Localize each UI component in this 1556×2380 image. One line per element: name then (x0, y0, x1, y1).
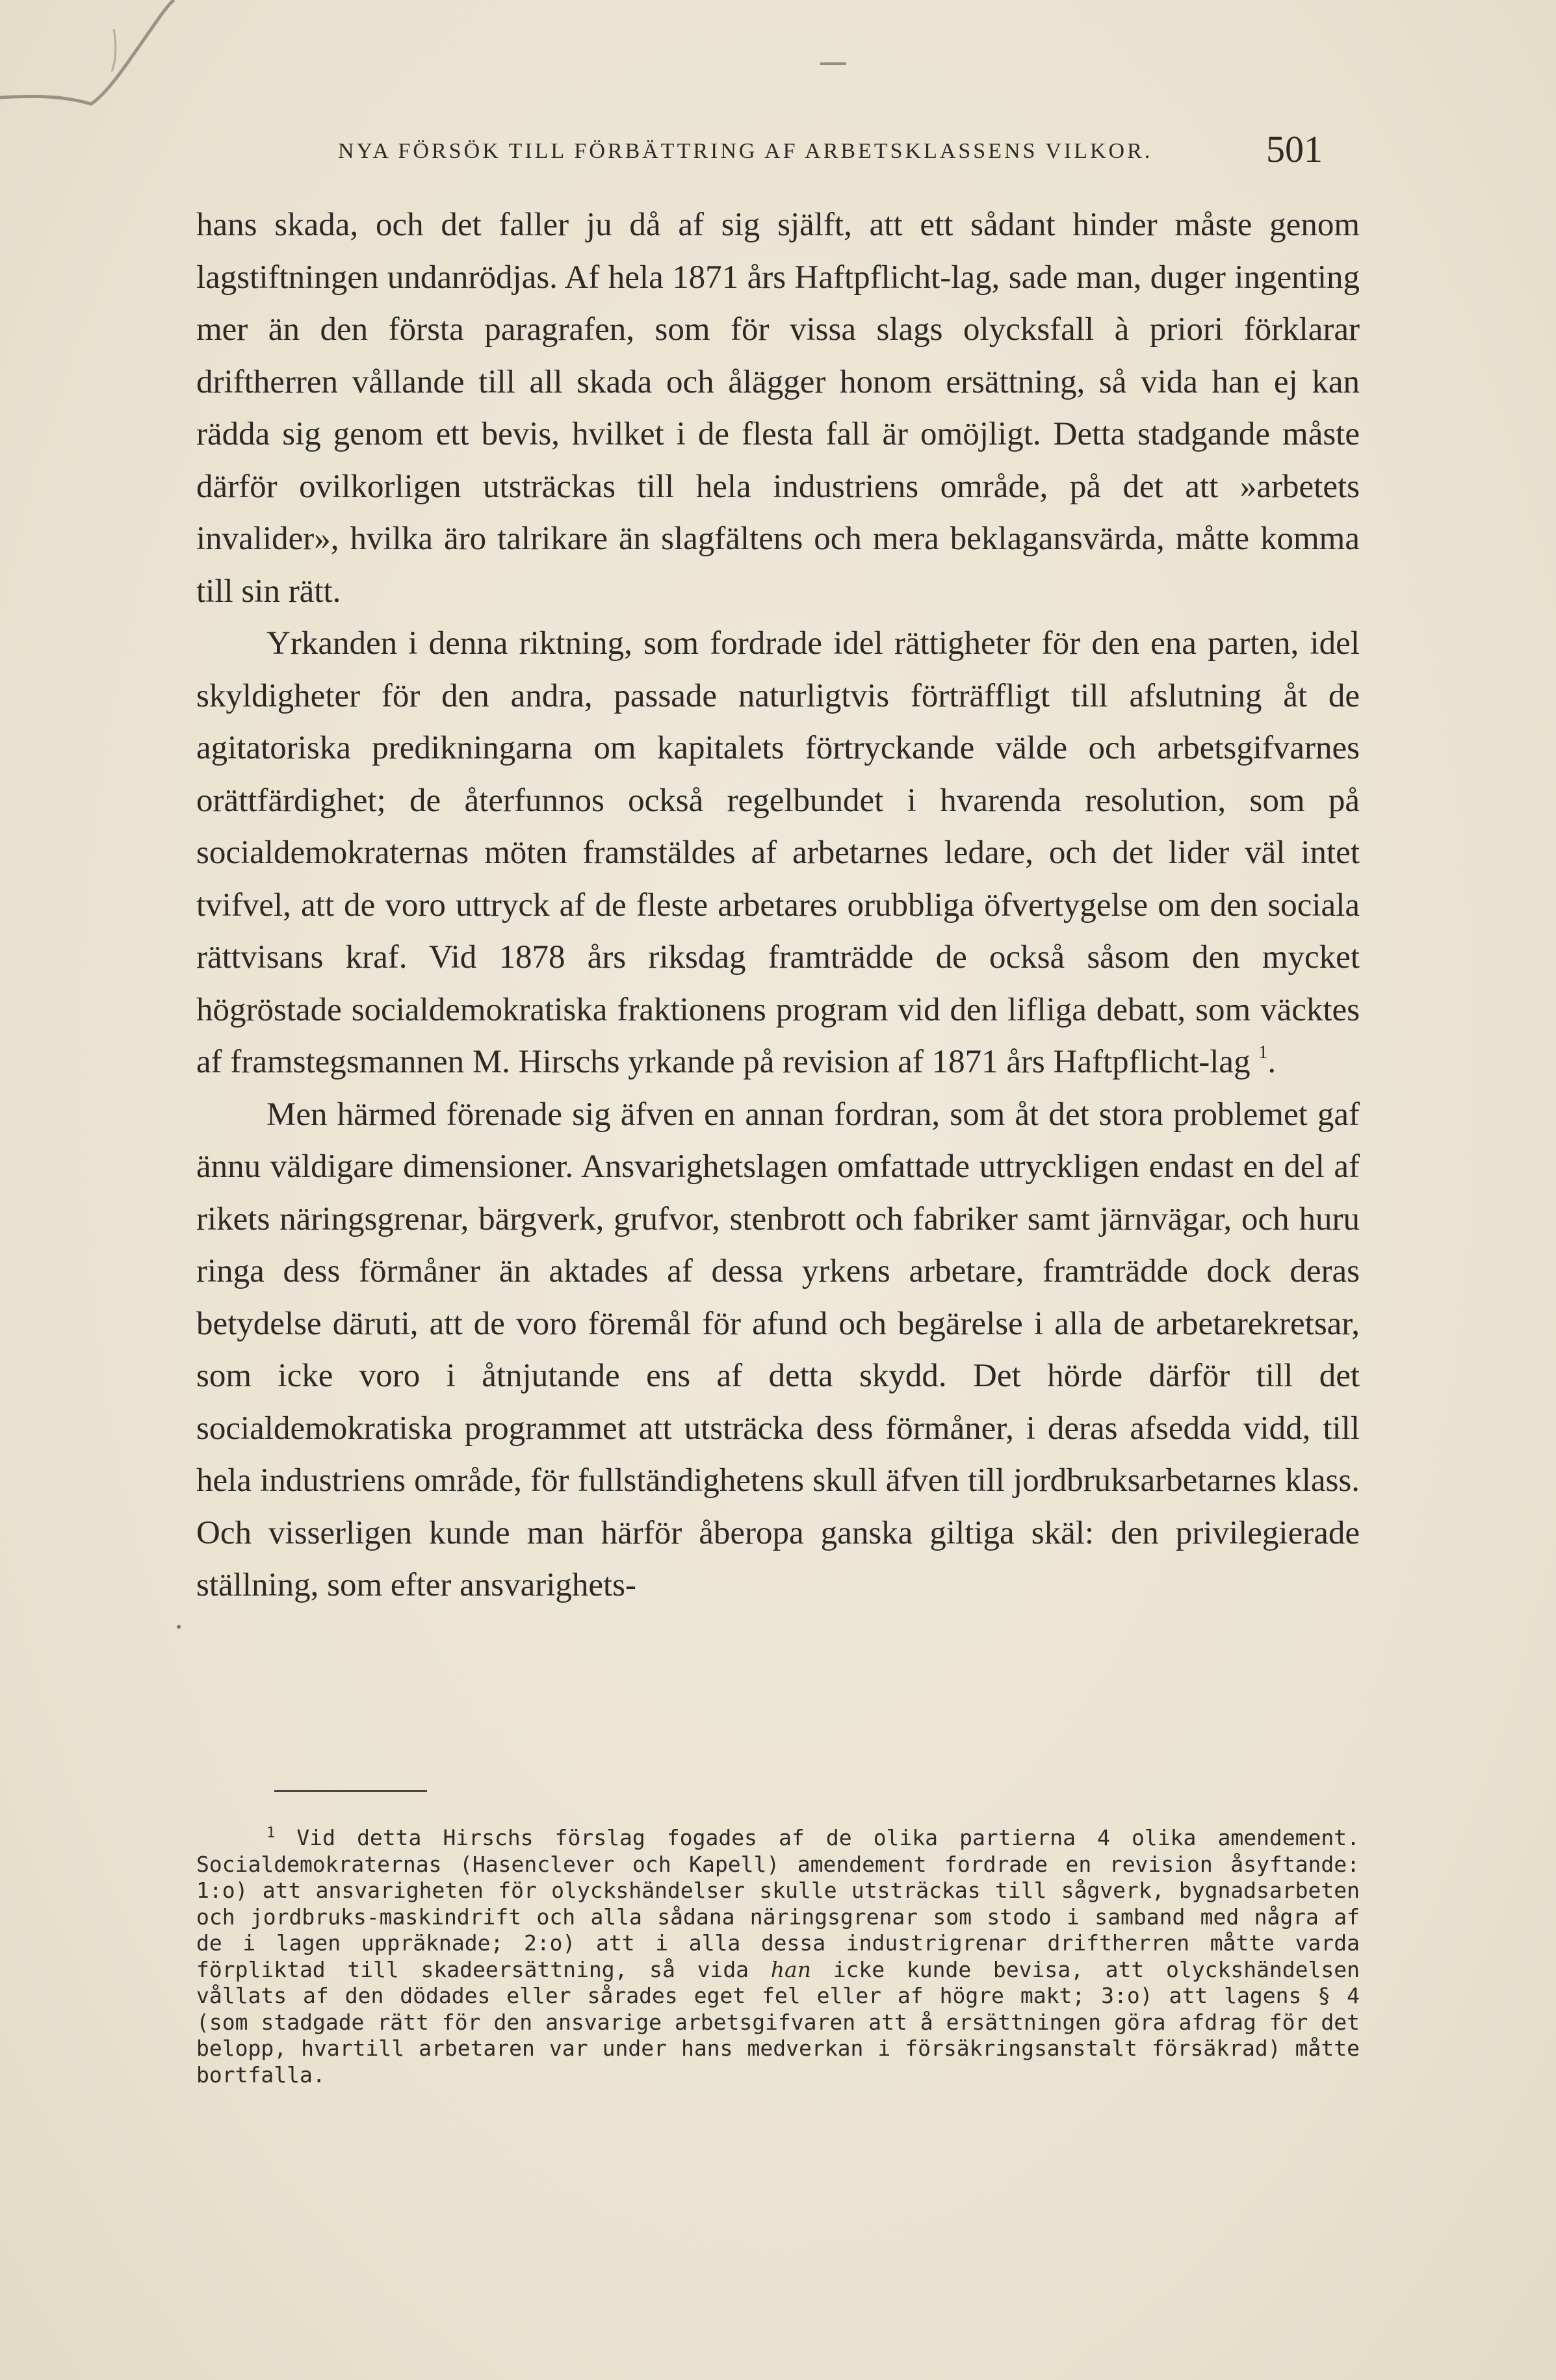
footnote-text-before: Vid detta Hirschs förslag fogades af de olika partierna 4 olika amendement. Socialdemokraternas (Hasenclever och Kapell) amendement fordrade en revision åsyftande: 1:o) att ansvarigheten för olyckshändelser skulle utsträckas till sågverk, bygnadsarbeten och jordbruks-maskindrift och alla sådana näringsgrenar som stodo i samband med några af de i lagen uppräknade; 2:o) att i alla dessa industrigrenar driftherren måtte varda förpliktad till skadeersättning, så vida (196, 1825, 1360, 1982)
paragraph-3: Men härmed förenade sig äfven en annan fordran, som åt det stora problemet gaf ännu väldigare dimensioner. Ansvarighetslagen omfattade uttryckligen endast en del af rikets näringsgrenar, bärgverk, grufvor, stenbrott och fabriker samt järnvägar, och huru ringa dess förmåner än aktades af dessa yrkens arbetare, framträdde dock deras betydelse däruti, att de voro föremål för afund och begärelse i alla de arbetarekretsar, som icke voro i åtnjutande ens af detta skydd. Det hörde därför till det socialdemokratiska programmet att utsträcka dess förmåner, i deras afsedda vidd, till hela industriens område, för fullständighetens skull äfven till jordbruksarbetarnes klass. Och visserligen kunde man härför åberopa ganska giltiga skäl: den privilegierade ställning, som efter ansvarighets- (196, 1096, 1360, 1603)
footnote-separator (274, 1790, 427, 1792)
ink-smudge-mark (0, 0, 195, 130)
header-title: NYA FÖRSÖK TILL FÖRBÄTTRING AF ARBETSKLASSENS VILKOR. (338, 139, 1153, 163)
paragraph-2-text: Yrkanden i denna riktning, som fordrade idel rättigheter för den ena parten, idel skyldigheter för den andra, passade naturligtvis förträffligt till afslutning åt de agitatoriska predikningarna om kapitalets förtryckande välde och arbetsgifvarnes orättfärdighet; de återfunnos också regelbundet i hvarenda resolution, som på socialdemokraternas möten framstäldes af arbetarnes ledare, och det lider väl intet tvifvel, att de voro uttryck af de fleste arbetares orubbliga öfvertygelse om den sociala rättvisans kraf. Vid 1878 års riksdag framträdde de också såsom den mycket högröstade socialdemokratiska fraktionens program vid den lifliga debatt, som väcktes af framstegsmannen M. Hirschs yrkande på revision af 1871 års Haftpflicht-lag (196, 625, 1360, 1080)
footnote (196, 1825, 1360, 2088)
footnote-text-after: icke kunde bevisa, att olyckshändelsen vållats af den dödades eller sårades eget fel eller af högre makt; 3:o) att lagens § 4 (som stadgade rätt för den ansvarige arbetsgifvaren att å ersättningen göra afdrag för det belopp, hvartill arbetaren var under hans medverkan i försäkringsanstalt försäkrad) måtte bortfalla. (196, 1956, 1360, 2088)
margin-dot (177, 1625, 181, 1629)
paragraph-2 (196, 617, 1360, 1089)
stray-dash-mark (820, 62, 846, 65)
footnote-marker: 1 (266, 1825, 276, 1841)
paragraph-1: hans skada, och det faller ju då af sig själft, att ett sådant hinder måste genom lagstiftningen undanrödjas. Af hela 1871 års Haftpflicht-lag, sade man, duger ingenting mer än den första paragrafen, som för vissa slags olycksfall à priori förklarar driftherren vållande till all skada och ålägger honom ersättning, så vida han ej kan rädda sig genom ett bevis, hvilket i de flesta fall är omöjligt. Detta stadgande måste därför ovilkorligen utsträckas till hela industriens område, på det att »arbetets invalider», hvilka äro talrikare än slagfältens och mera beklagansvärda, måtte komma till sin rätt. (196, 207, 1360, 610)
footnote-reference: 1 (1258, 1042, 1268, 1063)
footnote-reference-period: . (1267, 1044, 1277, 1080)
main-text (196, 199, 1360, 1612)
footnote-paragraph (196, 1825, 1360, 2088)
footnote-italic-word: han (770, 1956, 811, 1982)
page-number: 501 (1266, 128, 1323, 170)
running-header (338, 127, 1323, 173)
